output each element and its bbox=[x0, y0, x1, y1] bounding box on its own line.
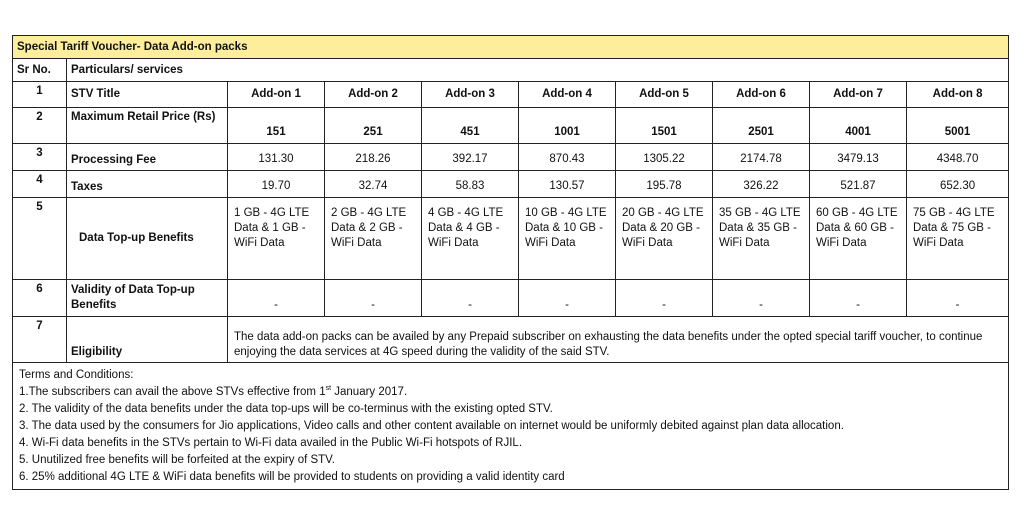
cell: 1001 bbox=[519, 108, 616, 144]
cell: 195.78 bbox=[616, 171, 713, 198]
cell: - bbox=[810, 280, 907, 317]
row-mrp bbox=[13, 108, 1009, 144]
row-label: Validity of Data Top-up Benefits bbox=[67, 280, 228, 317]
benefit-cell: 20 GB - 4G LTE Data & 20 GB - WiFi Data bbox=[616, 198, 713, 280]
row-label: Data Top-up Benefits bbox=[67, 198, 228, 280]
cell: Add-on 6 bbox=[713, 82, 810, 108]
cell: 1501 bbox=[616, 108, 713, 144]
row-label: Eligibility bbox=[67, 317, 228, 363]
cell: Add-on 8 bbox=[907, 82, 1009, 108]
cell: 2174.78 bbox=[713, 144, 810, 171]
row-label: Maximum Retail Price (Rs) bbox=[67, 108, 228, 144]
cell: 652.30 bbox=[907, 171, 1009, 198]
cell: - bbox=[616, 280, 713, 317]
cell: 392.17 bbox=[422, 144, 519, 171]
cell: 1305.22 bbox=[616, 144, 713, 171]
sr-number: 5 bbox=[13, 198, 67, 280]
table-title-row bbox=[13, 36, 1009, 59]
row-eligibility bbox=[13, 317, 1009, 363]
cell: 521.87 bbox=[810, 171, 907, 198]
cell: 58.83 bbox=[422, 171, 519, 198]
table-title: Special Tariff Voucher- Data Add-on packs bbox=[13, 36, 1009, 59]
cell: 326.22 bbox=[713, 171, 810, 198]
cell: 3479.13 bbox=[810, 144, 907, 171]
terms-and-conditions bbox=[13, 363, 1009, 490]
terms-row bbox=[13, 363, 1009, 490]
sr-number: 3 bbox=[13, 144, 67, 171]
cell: 151 bbox=[228, 108, 325, 144]
row-label: Taxes bbox=[67, 171, 228, 198]
cell: Add-on 3 bbox=[422, 82, 519, 108]
terms-item-6: 6. 25% additional 4G LTE & WiFi data benefits will be provided to students on providing a valid identity card bbox=[19, 471, 565, 483]
cell: - bbox=[228, 280, 325, 317]
sr-number: 7 bbox=[13, 317, 67, 363]
cell: 4348.70 bbox=[907, 144, 1009, 171]
terms-heading: Terms and Conditions: bbox=[19, 369, 134, 381]
terms-item-1: 1.The subscribers can avail the above STVs effective from 1st January 2017. bbox=[19, 385, 408, 398]
benefit-cell: 2 GB - 4G LTE Data & 2 GB - WiFi Data bbox=[325, 198, 422, 280]
cell: Add-on 2 bbox=[325, 82, 422, 108]
terms-item-4: 4. Wi-Fi data benefits in the STVs pertain to Wi-Fi data availed in the Public Wi-Fi hotspots of RJIL. bbox=[19, 437, 523, 449]
cell: 451 bbox=[422, 108, 519, 144]
column-header-row bbox=[13, 59, 1009, 82]
benefit-cell: 35 GB - 4G LTE Data & 35 GB - WiFi Data bbox=[713, 198, 810, 280]
cell: Add-on 4 bbox=[519, 82, 616, 108]
benefit-cell: 60 GB - 4G LTE Data & 60 GB - WiFi Data bbox=[810, 198, 907, 280]
benefit-cell: 75 GB - 4G LTE Data & 75 GB - WiFi Data bbox=[907, 198, 1009, 280]
col-sr-header: Sr No. bbox=[13, 59, 67, 82]
row-label: Processing Fee bbox=[67, 144, 228, 171]
benefit-cell: 1 GB - 4G LTE Data & 1 GB - WiFi Data bbox=[228, 198, 325, 280]
row-taxes bbox=[13, 171, 1009, 198]
cell: 130.57 bbox=[519, 171, 616, 198]
cell: 32.74 bbox=[325, 171, 422, 198]
cell: 19.70 bbox=[228, 171, 325, 198]
sr-number: 6 bbox=[13, 280, 67, 317]
row-data-benefits bbox=[13, 198, 1009, 280]
sr-number: 2 bbox=[13, 108, 67, 144]
cell: - bbox=[907, 280, 1009, 317]
tariff-table bbox=[12, 35, 1009, 490]
benefit-cell: 4 GB - 4G LTE Data & 4 GB - WiFi Data bbox=[422, 198, 519, 280]
sr-number: 1 bbox=[13, 82, 67, 108]
cell: - bbox=[422, 280, 519, 317]
row-label: STV Title bbox=[67, 82, 228, 108]
terms-item-2: 2. The validity of the data benefits under the data top-ups will be co-terminus with the existing opted STV. bbox=[19, 403, 553, 415]
row-processing-fee bbox=[13, 144, 1009, 171]
cell: 5001 bbox=[907, 108, 1009, 144]
cell: Add-on 5 bbox=[616, 82, 713, 108]
cell: 4001 bbox=[810, 108, 907, 144]
cell: 870.43 bbox=[519, 144, 616, 171]
terms-item-5: 5. Unutilized free benefits will be forfeited at the expiry of STV. bbox=[19, 454, 335, 466]
cell: Add-on 7 bbox=[810, 82, 907, 108]
cell: - bbox=[519, 280, 616, 317]
row-validity bbox=[13, 280, 1009, 317]
terms-item-3: 3. The data used by the consumers for Jio applications, Video calls and other content available on internet would be uniformly debited against plan data allocation. bbox=[19, 420, 844, 432]
col-particulars-header: Particulars/ services bbox=[67, 59, 1009, 82]
sr-number: 4 bbox=[13, 171, 67, 198]
cell: - bbox=[325, 280, 422, 317]
cell: 218.26 bbox=[325, 144, 422, 171]
cell: 251 bbox=[325, 108, 422, 144]
eligibility-text: The data add-on packs can be availed by any Prepaid subscriber on exhausting the data benefits under the opted special tariff voucher, to continue enjoying the data services at 4G speed during the validity of the said STV. bbox=[228, 317, 1009, 363]
row-stv-title bbox=[13, 82, 1009, 108]
cell: Add-on 1 bbox=[228, 82, 325, 108]
cell: 2501 bbox=[713, 108, 810, 144]
benefit-cell: 10 GB - 4G LTE Data & 10 GB - WiFi Data bbox=[519, 198, 616, 280]
cell: 131.30 bbox=[228, 144, 325, 171]
cell: - bbox=[713, 280, 810, 317]
